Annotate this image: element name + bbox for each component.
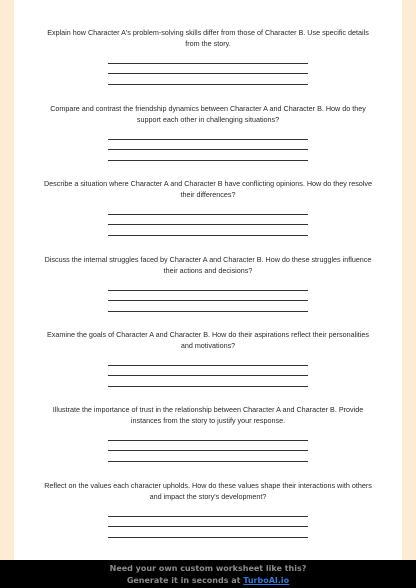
question-text: Compare and contrast the friendship dynamics between Character A and Character B. How do they support each other in challenging situations? <box>50 104 366 124</box>
answer-line[interactable] <box>108 430 308 441</box>
answer-line[interactable] <box>108 355 308 366</box>
question-text: Examine the goals of Character A and Character B. How do their aspirations reflect their personalities and motivations? <box>46 330 369 350</box>
answer-line[interactable] <box>108 225 308 236</box>
answer-line[interactable] <box>108 140 308 151</box>
answer-line[interactable] <box>108 129 308 140</box>
question-5 <box>14 330 402 387</box>
question-3 <box>14 179 402 236</box>
answer-line[interactable] <box>108 291 308 302</box>
answer-line[interactable] <box>108 64 308 75</box>
question-text: Discuss the internal struggles faced by Character A and Character B. How do these struggles influence their actions and decisions? <box>44 255 372 275</box>
question-7 <box>14 481 402 538</box>
question-text: Describe a situation where Character A and Character B have conflicting opinions. How do they resolve their differences? <box>43 179 372 199</box>
answer-lines <box>108 53 308 85</box>
question-6 <box>14 405 402 462</box>
answer-lines <box>108 355 308 387</box>
answer-line[interactable] <box>108 53 308 64</box>
answer-line[interactable] <box>108 74 308 85</box>
answer-lines <box>108 430 308 462</box>
turboai-link[interactable]: TurboAI.io <box>243 575 290 585</box>
question-text: Reflect on the values each character upholds. How do these values shape their interactions with others and impact the story's development? <box>44 481 372 501</box>
footer-line-2-prefix: Generate it in seconds at <box>126 575 244 585</box>
question-1 <box>14 28 402 85</box>
question-4 <box>14 255 402 312</box>
question-text: Illustrate the importance of trust in the relationship between Character A and Character B. Provide instances from the story to justify your response. <box>52 405 364 425</box>
footer-line-1: Need your own custom worksheet like this? <box>109 564 307 573</box>
answer-line[interactable] <box>108 527 308 538</box>
answer-lines <box>108 204 308 236</box>
answer-lines <box>108 129 308 161</box>
question-text: Explain how Character A's problem-solving skills differ from those of Character B. Use specific details from the story. <box>47 28 369 48</box>
question-2 <box>14 104 402 161</box>
answer-line[interactable] <box>108 204 308 215</box>
answer-line[interactable] <box>108 150 308 161</box>
answer-lines <box>108 280 308 312</box>
answer-line[interactable] <box>108 376 308 387</box>
answer-line[interactable] <box>108 517 308 528</box>
answer-line[interactable] <box>108 451 308 462</box>
answer-lines <box>108 506 308 538</box>
answer-line[interactable] <box>108 280 308 291</box>
answer-line[interactable] <box>108 301 308 312</box>
answer-line[interactable] <box>108 215 308 226</box>
worksheet-page <box>14 0 402 560</box>
answer-line[interactable] <box>108 441 308 452</box>
promo-footer <box>0 560 416 588</box>
footer-line-2 <box>0 575 416 587</box>
answer-line[interactable] <box>108 506 308 517</box>
answer-line[interactable] <box>108 366 308 377</box>
